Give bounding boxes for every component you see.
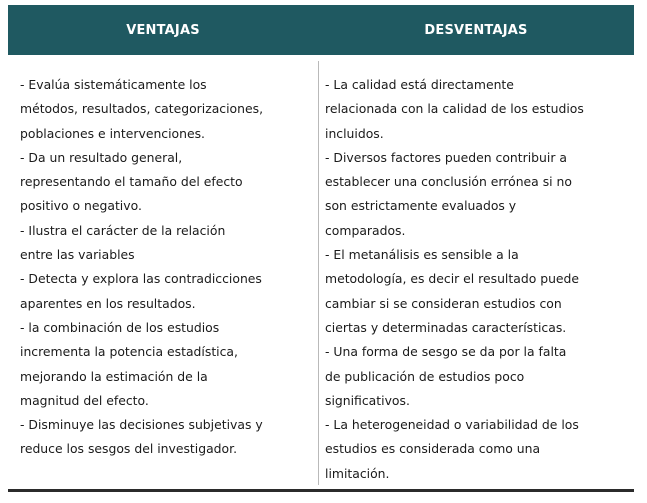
table-body	[8, 61, 634, 485]
ventaja-item: - Detecta y explora las contradicciones aparentes en los resultados.	[20, 271, 262, 311]
desventaja-item: - El metanálisis es sensible a la metodología, es decir el resultado puede cambiar si se consideran estudios con ciertas y determinadas características.	[325, 247, 580, 335]
desventaja-item: - Una forma de sesgo se da por la falta de publicación de estudios poco significativos.	[325, 344, 567, 408]
ventaja-item: - Da un resultado general, representando el tamaño del efecto positivo o negativo.	[20, 149, 243, 214]
ventaja-item: - la combinación de los estudios incrementa la potencia estadística, mejorando la estimación de la magnitud del efecto.	[20, 319, 238, 408]
desventaja-item: - Diversos factores pueden contribuir a establecer una conclusión errónea si no son estrictamente evaluados y comparados.	[325, 149, 572, 238]
ventaja-item: - Evalúa sistemáticamente los métodos, resultados, categorizaciones, poblaciones e intervenciones.	[20, 77, 264, 141]
desventaja-item: - La calidad está directamente relacionada con la calidad de los estudios incluidos.	[325, 77, 584, 141]
header-desventajas: DESVENTAJAS	[424, 22, 528, 38]
ventaja-item: - Ilustra el carácter de la relación entre las variables	[20, 222, 226, 263]
header-ventajas: VENTAJAS	[126, 22, 200, 38]
desventajas-column	[318, 61, 635, 485]
desventaja-item: - La heterogeneidad o variabilidad de los estudios es considerada como una limitación.	[325, 417, 579, 481]
ventaja-item: - Disminuye las decisiones subjetivas y reduce los sesgos del investigador.	[20, 417, 263, 457]
table-header	[8, 5, 634, 55]
ventajas-list	[20, 73, 312, 462]
bottom-divider	[8, 489, 634, 492]
desventajas-list	[325, 73, 631, 486]
ventajas-column	[8, 61, 312, 485]
comparison-table	[8, 5, 634, 492]
